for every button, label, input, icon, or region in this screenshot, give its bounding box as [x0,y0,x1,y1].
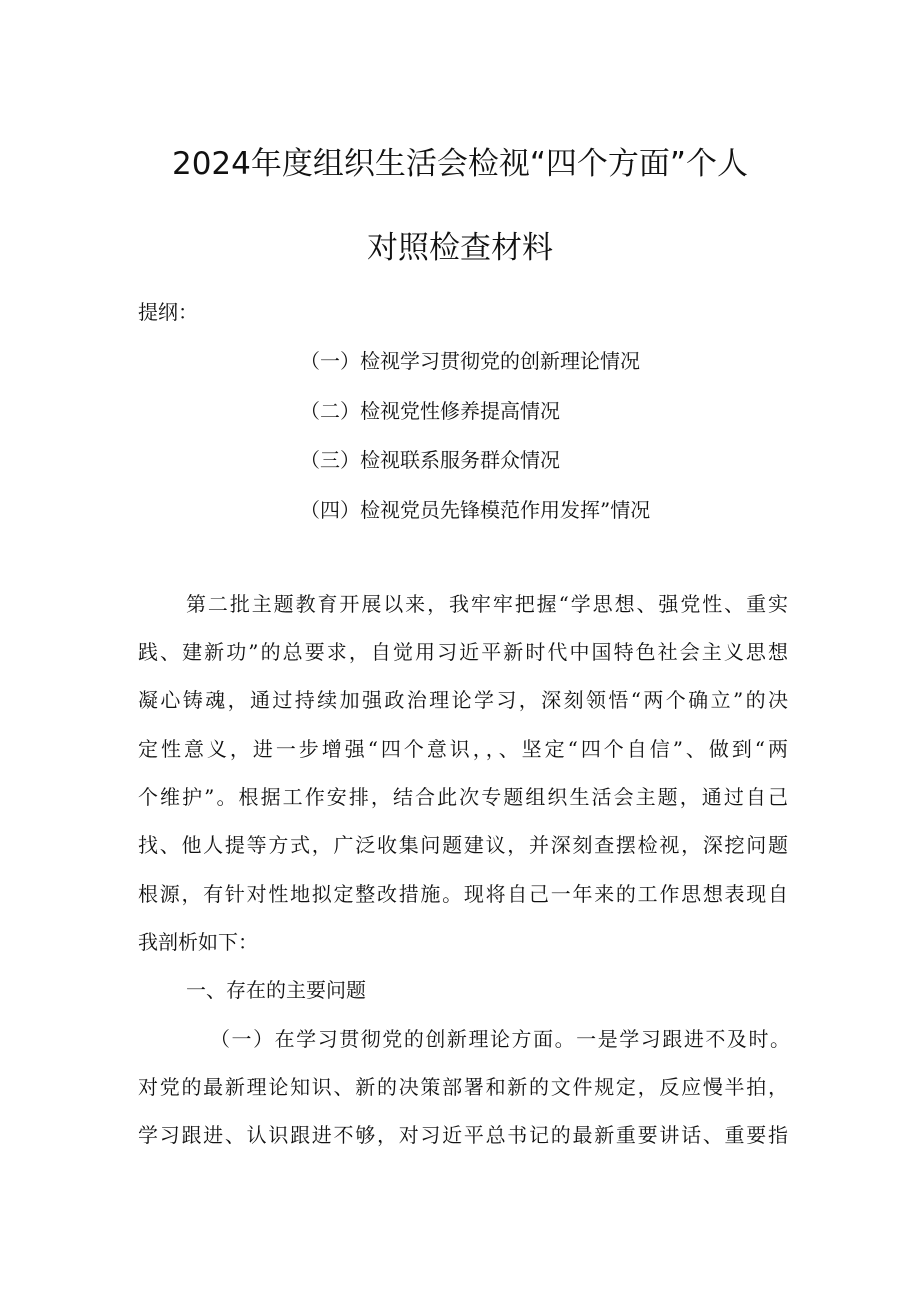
outline-item: （三）检视联系服务群众情况 [300,448,560,472]
subsection-paragraph-line: 对党的最新理论知识、新的决策部署和新的文件规定，反应慢半拍， [138,1075,788,1099]
subsection-paragraph-line: 学习跟进、认识跟进不够，对习近平总书记的最新重要讲话、重要指 [138,1123,788,1147]
intro-paragraph-line: 个维护”。根据工作安排，结合此次专题组织生活会主题，通过自己 [138,785,788,809]
outline-item: （一）检视学习贯彻党的创新理论情况 [300,349,640,373]
intro-paragraph-line: 定性意义，进一步增强“四个意识，，、坚定“四个自信”、做到“两 [138,737,788,761]
outline-item: （四）检视党员先锋模范作用发挥”情况 [300,498,651,522]
intro-paragraph-line: 凝心铸魂，通过持续加强政治理论学习，深刻领悟“两个确立”的决 [138,688,788,712]
intro-paragraph-line: 我剖析如下： [138,930,258,954]
intro-paragraph-line: 践、建新功”的总要求，自觉用习近平新时代中国特色社会主义思想 [138,640,788,664]
section-heading: 一、存在的主要问题 [186,978,366,1002]
intro-paragraph-line: 根源，有针对性地拟定整改措施。现将自己一年来的工作思想表现自 [138,882,788,906]
document-title-line2: 对照检查材料 [367,230,553,266]
document-title-line1: 2024年度组织生活会检视“四个方面”个人 [171,146,748,182]
outline-item: （二）检视党性修养提高情况 [300,399,560,423]
intro-paragraph-line: 找、他人提等方式，广泛收集问题建议，并深刻查摆检视，深挖问题 [138,833,788,857]
intro-paragraph-line: 第二批主题教育开展以来，我牢牢把握“学思想、强党性、重实 [186,592,788,616]
subsection-paragraph-line: （一）在学习贯彻党的创新理论方面。一是学习跟进不及时。 [210,1027,790,1051]
outline-label: 提纲： [138,300,198,324]
